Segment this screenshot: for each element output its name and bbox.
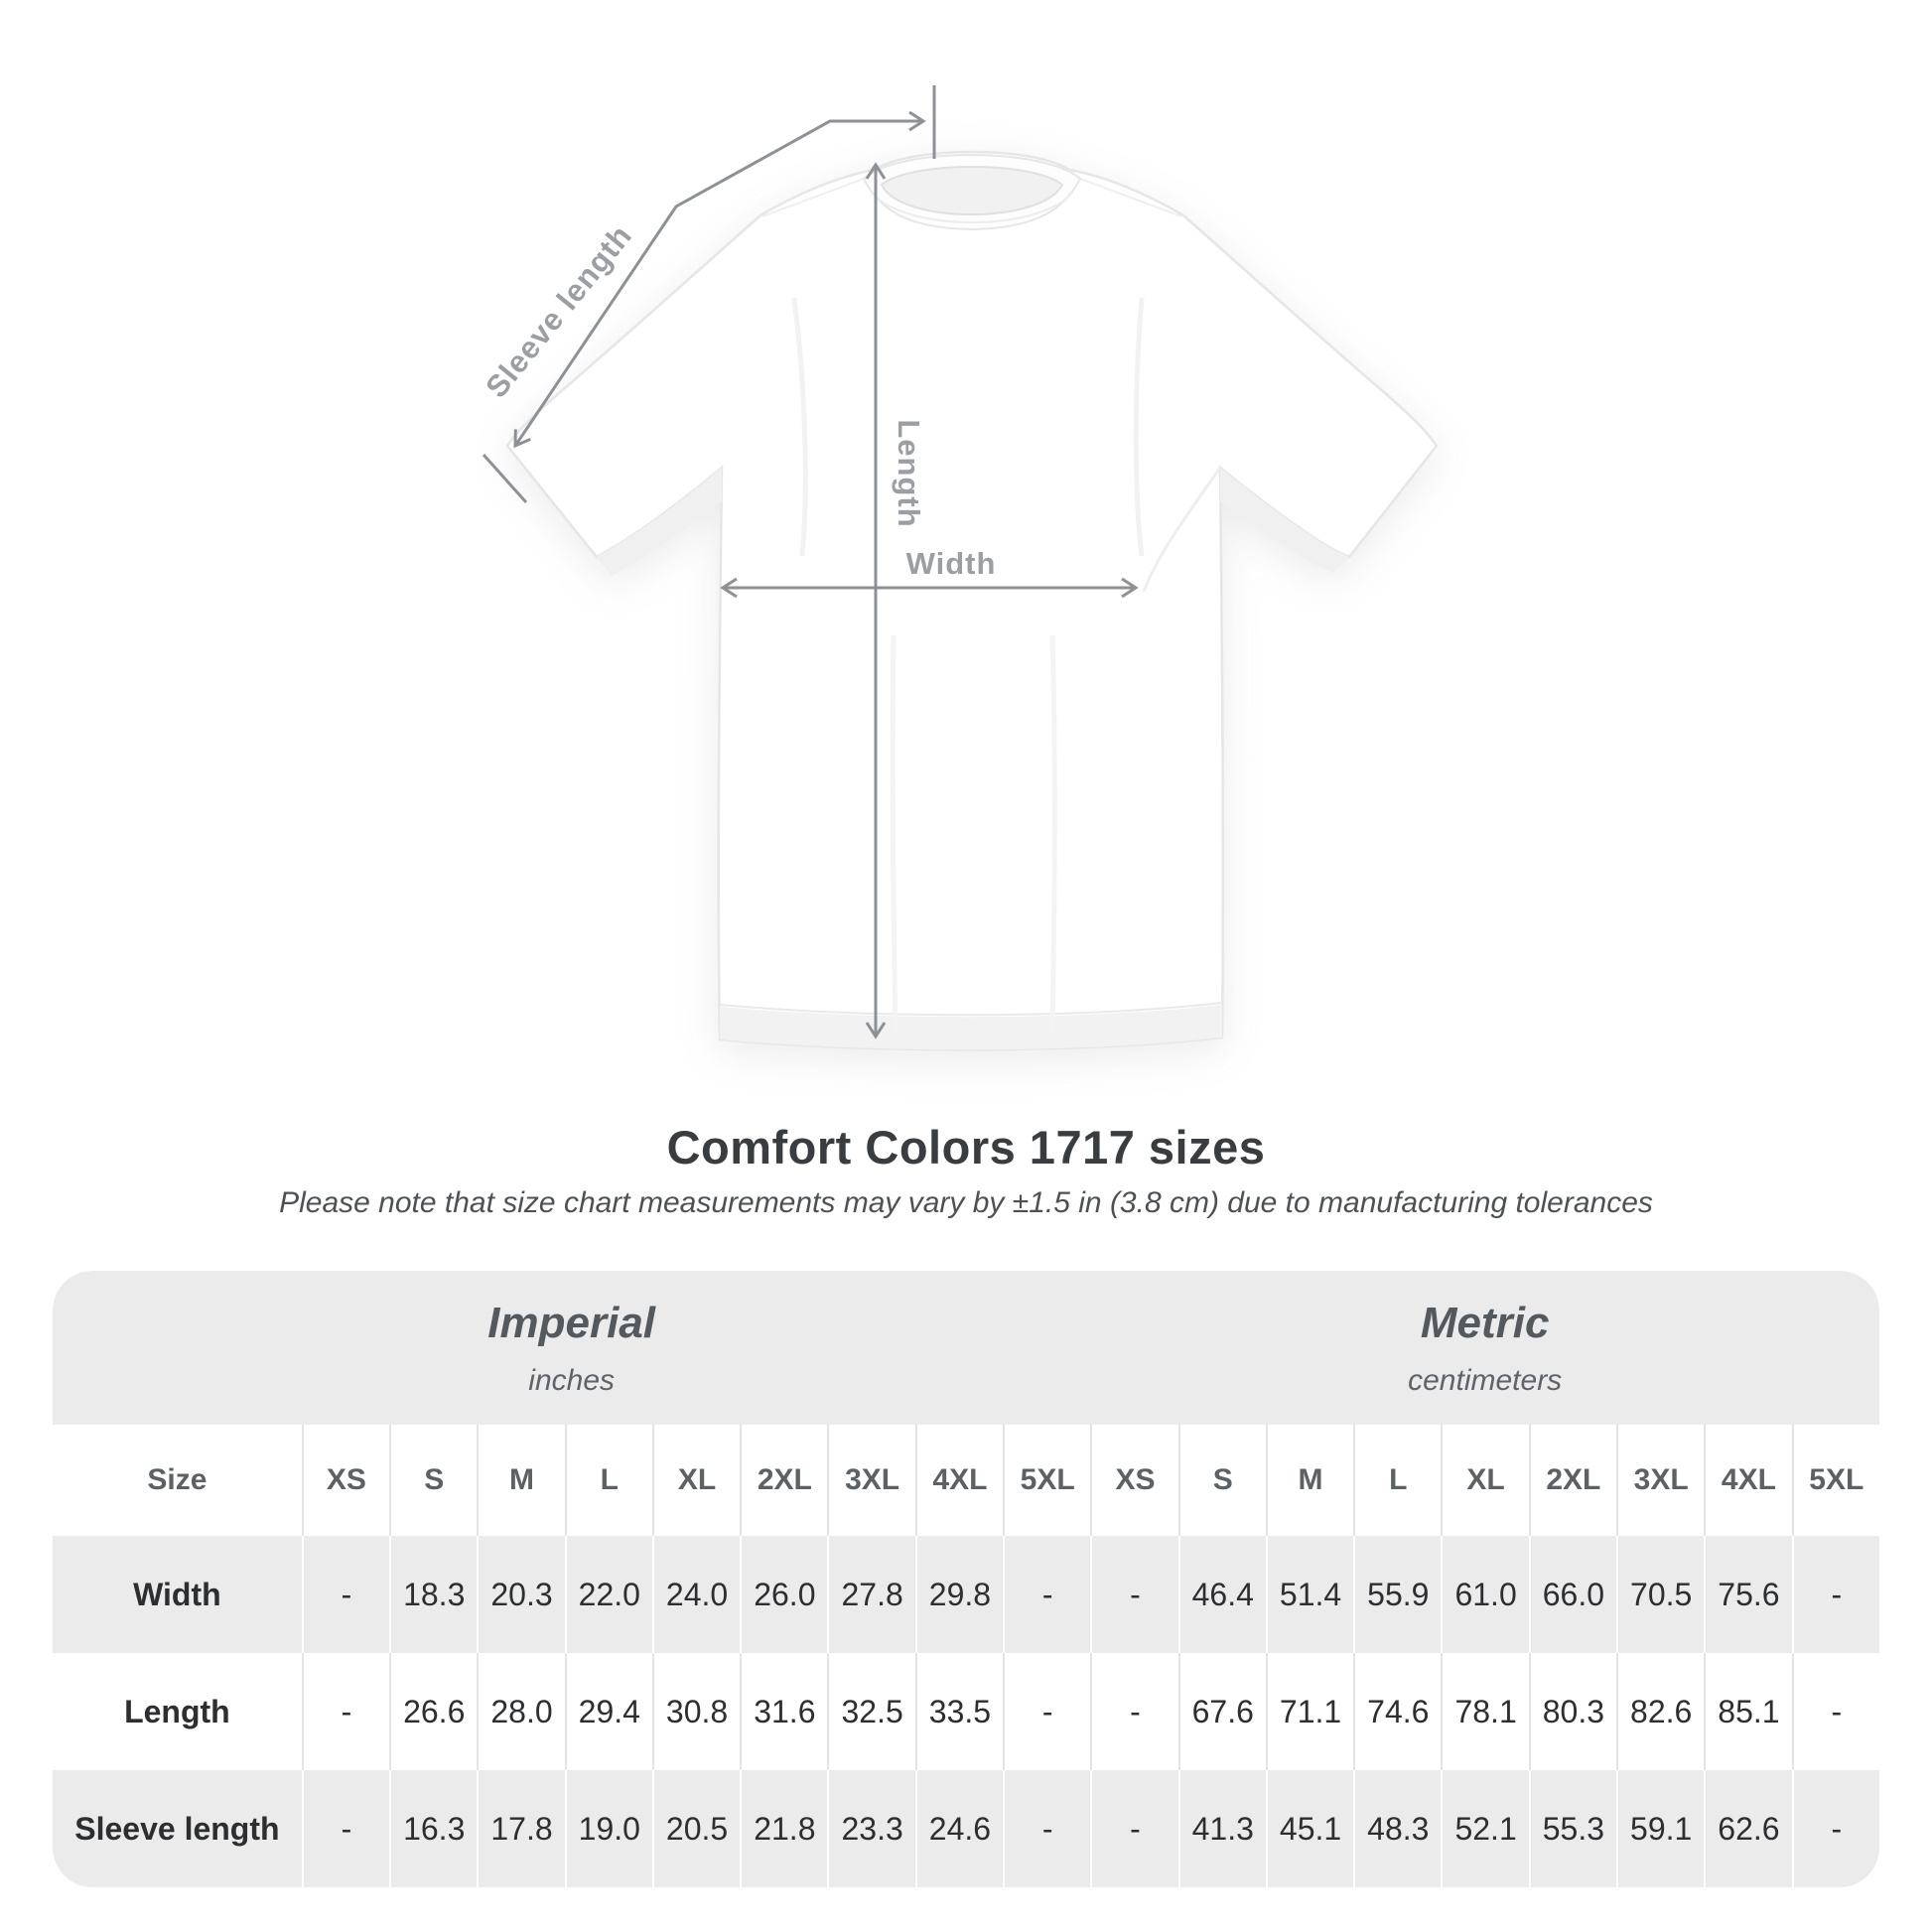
length-row — [53, 1653, 1879, 1770]
row-label: Sleeve length — [53, 1770, 302, 1887]
length-label: Length — [892, 419, 926, 528]
data-cell: 48.3 — [1353, 1770, 1441, 1887]
data-cell: 33.5 — [915, 1653, 1003, 1770]
fabric-fold — [1052, 635, 1054, 1033]
data-cell: 61.0 — [1441, 1536, 1528, 1653]
data-cell: 19.0 — [565, 1770, 652, 1887]
data-cell: 80.3 — [1529, 1653, 1616, 1770]
data-cell: 24.0 — [652, 1536, 740, 1653]
size-header: 4XL — [1704, 1425, 1791, 1536]
sleeve-length-label: Sleeve length — [479, 217, 639, 405]
data-cell: 71.1 — [1266, 1653, 1353, 1770]
data-cell: 17.8 — [477, 1770, 564, 1887]
sleeve-length-row — [53, 1770, 1879, 1887]
data-cell: 32.5 — [827, 1653, 914, 1770]
data-cell: 75.6 — [1704, 1536, 1791, 1653]
data-cell: 62.6 — [1704, 1770, 1791, 1887]
data-cell: 24.6 — [915, 1770, 1003, 1887]
page-title: Comfort Colors 1717 sizes — [666, 1121, 1266, 1173]
data-cell: - — [1792, 1536, 1879, 1653]
data-cell: 51.4 — [1266, 1536, 1353, 1653]
size-header-row — [53, 1425, 1879, 1536]
size-header: 2XL — [1529, 1425, 1616, 1536]
width-label: Width — [905, 546, 997, 581]
size-table — [53, 1271, 1879, 1887]
data-cell: 66.0 — [1529, 1536, 1616, 1653]
data-cell: - — [1003, 1536, 1090, 1653]
data-cell: - — [1090, 1770, 1177, 1887]
data-cell: 74.6 — [1353, 1653, 1441, 1770]
imperial-group-name: Imperial — [487, 1298, 656, 1347]
data-cell: 20.5 — [652, 1770, 740, 1887]
imperial-group-unit: inches — [528, 1363, 616, 1397]
data-cell: - — [1792, 1653, 1879, 1770]
data-cell: 55.3 — [1529, 1770, 1616, 1887]
size-header: XS — [302, 1425, 389, 1536]
data-cell: 21.8 — [740, 1770, 827, 1887]
metric-group-header — [1090, 1271, 1879, 1425]
data-cell: 20.3 — [477, 1536, 564, 1653]
size-header: 4XL — [915, 1425, 1003, 1536]
data-cell: - — [302, 1536, 389, 1653]
data-cell: 82.6 — [1616, 1653, 1704, 1770]
size-header: M — [1266, 1425, 1353, 1536]
data-cell: - — [1090, 1653, 1177, 1770]
data-cell: 23.3 — [827, 1770, 914, 1887]
data-cell: 26.0 — [740, 1536, 827, 1653]
size-header: 5XL — [1003, 1425, 1090, 1536]
tshirt-illustration — [507, 152, 1437, 1049]
data-cell: - — [302, 1653, 389, 1770]
data-cell: 31.6 — [740, 1653, 827, 1770]
size-column-header: Size — [53, 1425, 302, 1536]
tshirt-body — [507, 152, 1437, 1049]
data-cell: 29.4 — [565, 1653, 652, 1770]
data-cell: 85.1 — [1704, 1653, 1791, 1770]
data-cell: 27.8 — [827, 1536, 914, 1653]
data-cell: 26.6 — [389, 1653, 477, 1770]
data-cell: - — [1792, 1770, 1879, 1887]
data-cell: - — [1003, 1653, 1090, 1770]
data-cell: 30.8 — [652, 1653, 740, 1770]
data-cell: 78.1 — [1441, 1653, 1528, 1770]
metric-group-name: Metric — [1420, 1298, 1550, 1347]
size-header: 3XL — [827, 1425, 914, 1536]
data-cell: - — [1003, 1770, 1090, 1887]
imperial-group-header — [53, 1271, 1090, 1425]
size-header: 3XL — [1616, 1425, 1704, 1536]
data-cell: 70.5 — [1616, 1536, 1704, 1653]
data-cell: 67.6 — [1178, 1653, 1266, 1770]
data-cell: 16.3 — [389, 1770, 477, 1887]
fabric-fold — [893, 635, 896, 1033]
row-label: Length — [53, 1653, 302, 1770]
data-cell: 41.3 — [1178, 1770, 1266, 1887]
data-cell: 22.0 — [565, 1536, 652, 1653]
size-header: XL — [1441, 1425, 1528, 1536]
size-header: XS — [1090, 1425, 1177, 1536]
size-header: 5XL — [1792, 1425, 1879, 1536]
metric-group-unit: centimeters — [1408, 1363, 1563, 1397]
size-table-container — [53, 1271, 1879, 1887]
page-subtitle: Please note that size chart measurements may vary by ±1.5 in (3.8 cm) due to manufacturing tolerances — [279, 1186, 1653, 1219]
data-cell: 55.9 — [1353, 1536, 1441, 1653]
size-header: S — [1178, 1425, 1266, 1536]
data-cell: 45.1 — [1266, 1770, 1353, 1887]
size-header: L — [565, 1425, 652, 1536]
width-row — [53, 1536, 1879, 1653]
unit-group-row — [53, 1271, 1879, 1425]
size-header: XL — [652, 1425, 740, 1536]
size-header: S — [389, 1425, 477, 1536]
size-header: L — [1353, 1425, 1441, 1536]
row-label: Width — [53, 1536, 302, 1653]
data-cell: 29.8 — [915, 1536, 1003, 1653]
data-cell: 59.1 — [1616, 1770, 1704, 1887]
data-cell: - — [302, 1770, 389, 1887]
data-cell: 52.1 — [1441, 1770, 1528, 1887]
size-header: M — [477, 1425, 564, 1536]
data-cell: - — [1090, 1536, 1177, 1653]
data-cell: 18.3 — [389, 1536, 477, 1653]
data-cell: 46.4 — [1178, 1536, 1266, 1653]
size-header: 2XL — [740, 1425, 827, 1536]
data-cell: 28.0 — [477, 1653, 564, 1770]
